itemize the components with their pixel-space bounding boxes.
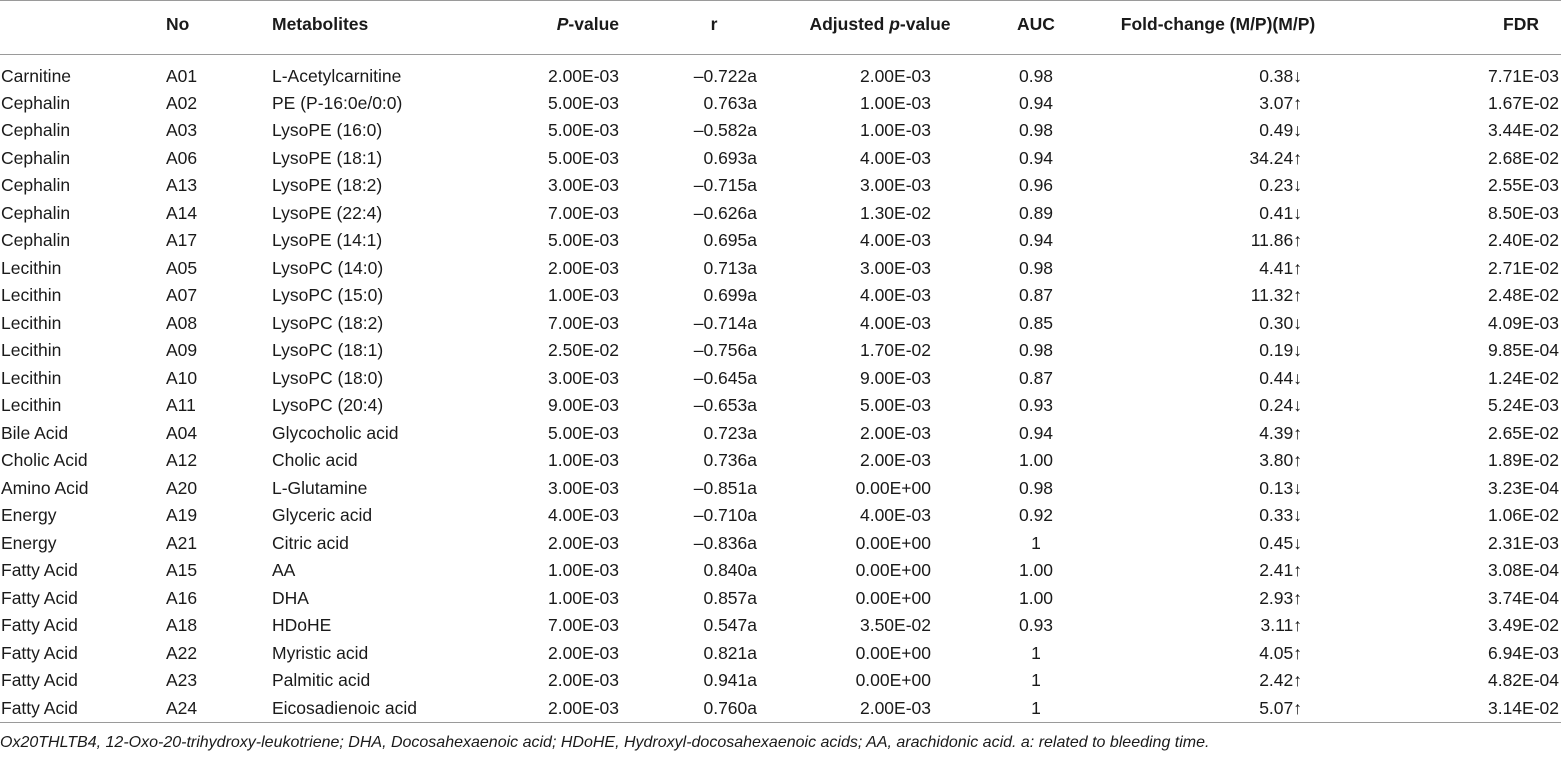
- cell-category: Carnitine: [1, 66, 72, 87]
- cell-auc: 1.00: [1018, 587, 1054, 608]
- cell-adjusted-pvalue: 0.00E+00: [855, 587, 931, 608]
- cell-auc: 0.89: [1018, 202, 1054, 223]
- cell-auc: 0.98: [1018, 66, 1054, 87]
- cell-no: A07: [166, 285, 198, 306]
- cell-adjusted-pvalue: 5.00E-03: [859, 395, 931, 416]
- cell-pvalue: 9.00E-03: [547, 395, 619, 416]
- cell-pvalue: 1.00E-03: [547, 450, 619, 471]
- cell-no: A01: [166, 66, 198, 87]
- cell-fdr: 1.89E-02: [1487, 450, 1559, 471]
- cell-metabolite: LysoPC (15:0): [272, 285, 384, 306]
- header-fdr: FDR: [1338, 1, 1561, 55]
- header-no: No: [152, 1, 242, 55]
- cell-category: Cephalin: [1, 175, 71, 196]
- header-row: [0, 1, 1561, 55]
- cell-fold-change: 0.38↓: [1259, 66, 1302, 87]
- table-row: [0, 365, 1561, 393]
- cell-fold-change: 0.30↓: [1259, 312, 1302, 333]
- cell-fold-change: 0.13↓: [1259, 477, 1302, 498]
- cell-fold-change: 2.42↑: [1259, 670, 1302, 691]
- cell-no: A03: [166, 120, 198, 141]
- cell-metabolite: Cholic acid: [272, 450, 358, 471]
- cell-no: A10: [166, 367, 198, 388]
- cell-adjusted-pvalue: 1.00E-03: [859, 120, 931, 141]
- cell-pvalue: 5.00E-03: [547, 147, 619, 168]
- table-row: [0, 117, 1561, 145]
- cell-adjusted-pvalue: 0.00E+00: [855, 477, 931, 498]
- cell-auc: 1: [975, 695, 1097, 723]
- header-pvalue: [478, 1, 643, 55]
- table-row: [0, 475, 1561, 503]
- cell-category: Fatty Acid: [1, 587, 78, 608]
- cell-pvalue: 3.00E-03: [547, 175, 619, 196]
- cell-auc: 0.93: [1018, 615, 1054, 636]
- cell-category: Cephalin: [1, 120, 71, 141]
- cell-auc: 0.98: [1018, 120, 1054, 141]
- table-row: [0, 55, 1561, 90]
- cell-category: Lecithin: [1, 340, 62, 361]
- header-fold-change: Fold-change (M/P)(M/P): [1097, 1, 1338, 55]
- cell-fdr: 3.74E-04: [1487, 587, 1559, 608]
- cell-category: Energy: [1, 505, 57, 526]
- cell-adjusted-pvalue: 0.00E+00: [855, 532, 931, 553]
- cell-fold-change: 0.41↓: [1259, 202, 1302, 223]
- table-row: [0, 172, 1561, 200]
- table-row: [0, 640, 1561, 668]
- cell-category: Cholic Acid: [1, 450, 88, 471]
- cell-auc: 0.98: [1018, 477, 1054, 498]
- cell-no: A08: [166, 312, 198, 333]
- cell-fold-change: 0.44↓: [1259, 367, 1302, 388]
- cell-auc: 0.92: [1018, 505, 1054, 526]
- cell-fold-change: 3.80↑: [1259, 450, 1302, 471]
- cell-metabolite: Glyceric acid: [272, 505, 373, 526]
- cell-pvalue: 5.00E-03: [547, 92, 619, 113]
- cell-adjusted-pvalue: 2.00E-03: [784, 695, 975, 723]
- cell-adjusted-pvalue: 0.00E+00: [855, 642, 931, 663]
- cell-r: 0.763a: [703, 92, 757, 113]
- cell-fold-change: 0.24↓: [1259, 395, 1302, 416]
- cell-r: –0.582a: [693, 120, 757, 141]
- table-row: [0, 310, 1561, 338]
- table-footnote: Ox20THLTB4, 12-Oxo-20-trihydroxy-leukotriene; DHA, Docosahexaenoic acid; HDoHE, Hydroxyl-docosahexaenoic acids; AA, arachidonic acid. a: related to bleeding time.: [0, 734, 1210, 751]
- cell-fold-change: 0.33↓: [1259, 505, 1302, 526]
- cell-pvalue: 5.00E-03: [547, 230, 619, 251]
- cell-adjusted-pvalue: 0.00E+00: [855, 560, 931, 581]
- cell-fdr: 1.24E-02: [1487, 367, 1559, 388]
- cell-no: A19: [166, 505, 198, 526]
- cell-category: Lecithin: [1, 367, 62, 388]
- table-row: [0, 695, 1561, 723]
- cell-fdr: 2.40E-02: [1487, 230, 1559, 251]
- cell-adjusted-pvalue: 3.00E-03: [859, 257, 931, 278]
- cell-fdr: 2.48E-02: [1487, 285, 1559, 306]
- cell-adjusted-pvalue: 3.50E-02: [859, 615, 931, 636]
- cell-r: 0.723a: [703, 422, 757, 443]
- cell-fdr: 3.23E-04: [1487, 477, 1559, 498]
- cell-metabolite: PE (P-16:0e/0:0): [272, 92, 403, 113]
- cell-no: A24: [152, 695, 242, 723]
- cell-category: Fatty Acid: [1, 642, 78, 663]
- cell-auc: 0.94: [1018, 422, 1054, 443]
- cell-pvalue: 2.00E-03: [547, 642, 619, 663]
- cell-fold-change: 0.49↓: [1259, 120, 1302, 141]
- cell-r: 0.760a: [643, 695, 784, 723]
- cell-metabolite: AA: [272, 560, 296, 581]
- cell-metabolite: DHA: [272, 587, 309, 608]
- cell-pvalue: 2.00E-03: [547, 532, 619, 553]
- cell-pvalue: 3.00E-03: [547, 477, 619, 498]
- cell-adjusted-pvalue: 1.70E-02: [859, 340, 931, 361]
- header-category: [0, 1, 152, 55]
- cell-no: A15: [166, 560, 198, 581]
- table-row: [0, 585, 1561, 613]
- cell-fold-change: 3.07↑: [1259, 92, 1302, 113]
- table-row: [0, 447, 1561, 475]
- cell-no: A05: [166, 257, 198, 278]
- header-metabolites: Metabolites: [242, 1, 478, 55]
- cell-metabolite: LysoPE (22:4): [272, 202, 383, 223]
- cell-r: 0.840a: [703, 560, 757, 581]
- cell-no: A23: [166, 670, 198, 691]
- cell-auc: 0.98: [1018, 340, 1054, 361]
- cell-fold-change: 3.11↑: [1260, 615, 1302, 636]
- cell-r: –0.710a: [693, 505, 757, 526]
- cell-fold-change: 4.39↑: [1259, 422, 1302, 443]
- cell-category: Fatty Acid: [1, 615, 78, 636]
- cell-metabolite: L-Acetylcarnitine: [272, 66, 402, 87]
- cell-adjusted-pvalue: 4.00E-03: [859, 230, 931, 251]
- cell-no: A21: [166, 532, 198, 553]
- cell-category: Cephalin: [1, 230, 71, 251]
- cell-fold-change: 0.23↓: [1259, 175, 1302, 196]
- cell-auc: 0.94: [1018, 147, 1054, 168]
- cell-auc: 0.87: [1018, 367, 1054, 388]
- cell-metabolite: Myristic acid: [272, 642, 369, 663]
- table-row: [0, 420, 1561, 448]
- cell-auc: 1.00: [1018, 450, 1054, 471]
- cell-auc: 0.98: [1018, 257, 1054, 278]
- cell-adjusted-pvalue: 2.00E-03: [859, 422, 931, 443]
- cell-no: A16: [166, 587, 198, 608]
- cell-fdr: 1.67E-02: [1487, 92, 1559, 113]
- cell-metabolite: LysoPC (14:0): [272, 257, 384, 278]
- cell-adjusted-pvalue: 2.00E-03: [859, 66, 931, 87]
- table-row: [0, 227, 1561, 255]
- cell-fdr: 5.24E-03: [1487, 395, 1559, 416]
- cell-no: A09: [166, 340, 198, 361]
- cell-metabolite: Eicosadienoic acid: [242, 695, 478, 723]
- cell-fold-change: 0.45↓: [1259, 532, 1302, 553]
- cell-pvalue: 4.00E-03: [547, 505, 619, 526]
- cell-adjusted-pvalue: 3.00E-03: [859, 175, 931, 196]
- cell-no: A20: [166, 477, 198, 498]
- header-adjusted-suffix: -value: [899, 14, 951, 34]
- table-row: [0, 200, 1561, 228]
- cell-metabolite: LysoPC (18:2): [272, 312, 384, 333]
- header-adjusted-pvalue: [784, 1, 975, 55]
- cell-metabolite: LysoPC (20:4): [272, 395, 384, 416]
- cell-pvalue: 5.00E-03: [547, 422, 619, 443]
- cell-auc: 1: [1031, 642, 1041, 663]
- cell-adjusted-pvalue: 4.00E-03: [859, 285, 931, 306]
- cell-pvalue: 2.00E-03: [547, 66, 619, 87]
- cell-fdr: 1.06E-02: [1487, 505, 1559, 526]
- cell-pvalue: 3.00E-03: [547, 367, 619, 388]
- cell-no: A06: [166, 147, 198, 168]
- cell-category: Lecithin: [1, 285, 62, 306]
- cell-pvalue: 7.00E-03: [547, 312, 619, 333]
- cell-r: 0.736a: [703, 450, 757, 471]
- cell-auc: 0.93: [1018, 395, 1054, 416]
- cell-category: Fatty Acid: [1, 670, 78, 691]
- table-row: [0, 530, 1561, 558]
- cell-pvalue: 2.00E-03: [547, 257, 619, 278]
- cell-no: A11: [166, 395, 196, 416]
- cell-metabolite: LysoPE (16:0): [272, 120, 383, 141]
- cell-pvalue: 2.00E-03: [547, 670, 619, 691]
- cell-auc: 0.94: [1018, 92, 1054, 113]
- cell-fold-change: 11.86↑: [1250, 230, 1302, 251]
- cell-adjusted-pvalue: 4.00E-03: [859, 147, 931, 168]
- cell-pvalue: 7.00E-03: [547, 615, 619, 636]
- cell-category: Fatty Acid: [1, 560, 78, 581]
- cell-metabolite: L-Glutamine: [272, 477, 368, 498]
- cell-auc: 1.00: [1018, 560, 1054, 581]
- cell-r: –0.722a: [693, 66, 757, 87]
- cell-no: A14: [166, 202, 198, 223]
- cell-no: A12: [166, 450, 198, 471]
- table-row: [0, 557, 1561, 585]
- cell-metabolite: Palmitic acid: [272, 670, 371, 691]
- cell-metabolite: LysoPC (18:1): [272, 340, 384, 361]
- cell-auc: 0.96: [1018, 175, 1054, 196]
- cell-pvalue: 1.00E-03: [547, 560, 619, 581]
- cell-auc: 0.85: [1018, 312, 1054, 333]
- cell-category: Fatty Acid: [0, 695, 152, 723]
- cell-fdr: 2.55E-03: [1487, 175, 1559, 196]
- table-row: [0, 282, 1561, 310]
- cell-metabolite: HDoHE: [272, 615, 332, 636]
- header-adjusted-prefix: Adjusted: [809, 14, 890, 34]
- table-row: [0, 90, 1561, 118]
- cell-category: Cephalin: [1, 147, 71, 168]
- cell-r: –0.851a: [693, 477, 757, 498]
- cell-fdr: 3.08E-04: [1487, 560, 1559, 581]
- cell-r: 0.713a: [703, 257, 757, 278]
- cell-fdr: 9.85E-04: [1487, 340, 1559, 361]
- cell-fdr: 8.50E-03: [1487, 202, 1559, 223]
- table-row: [0, 612, 1561, 640]
- table-row: [0, 255, 1561, 283]
- cell-fold-change: 5.07↑: [1097, 695, 1338, 723]
- table-row: [0, 502, 1561, 530]
- cell-adjusted-pvalue: 9.00E-03: [859, 367, 931, 388]
- table-body: [0, 55, 1561, 723]
- cell-fdr: 4.82E-04: [1487, 670, 1559, 691]
- cell-auc: 0.87: [1018, 285, 1054, 306]
- cell-fdr: 7.71E-03: [1487, 66, 1559, 87]
- cell-pvalue: 1.00E-03: [547, 587, 619, 608]
- cell-category: Amino Acid: [1, 477, 89, 498]
- cell-metabolite: LysoPE (18:1): [272, 147, 383, 168]
- cell-no: A04: [166, 422, 198, 443]
- cell-no: A02: [166, 92, 198, 113]
- cell-r: –0.715a: [693, 175, 757, 196]
- cell-fold-change: 4.41↑: [1259, 257, 1302, 278]
- cell-r: 0.695a: [703, 230, 757, 251]
- cell-fdr: 4.09E-03: [1487, 312, 1559, 333]
- cell-adjusted-pvalue: 4.00E-03: [859, 505, 931, 526]
- cell-r: 0.941a: [703, 670, 757, 691]
- cell-r: –0.653a: [693, 395, 757, 416]
- cell-pvalue: 1.00E-03: [547, 285, 619, 306]
- cell-fold-change: 2.93↑: [1259, 587, 1302, 608]
- cell-category: Lecithin: [1, 395, 62, 416]
- cell-fdr: 3.49E-02: [1487, 615, 1559, 636]
- cell-category: Bile Acid: [1, 422, 69, 443]
- cell-no: A13: [166, 175, 198, 196]
- cell-fold-change: 34.24↑: [1249, 147, 1302, 168]
- cell-r: 0.857a: [703, 587, 757, 608]
- cell-fdr: 2.68E-02: [1487, 147, 1559, 168]
- cell-fdr: 2.71E-02: [1487, 257, 1559, 278]
- header-r: r: [643, 1, 784, 55]
- cell-r: –0.645a: [693, 367, 757, 388]
- cell-no: A17: [166, 230, 198, 251]
- cell-r: 0.699a: [703, 285, 757, 306]
- cell-adjusted-pvalue: 4.00E-03: [859, 312, 931, 333]
- header-pvalue-p: P: [556, 14, 569, 34]
- cell-fdr: 3.14E-02: [1338, 695, 1561, 723]
- cell-no: A22: [166, 642, 198, 663]
- cell-fold-change: 11.32↑: [1250, 285, 1302, 306]
- cell-r: –0.626a: [693, 202, 757, 223]
- cell-fold-change: 2.41↑: [1259, 560, 1302, 581]
- cell-fdr: 3.44E-02: [1487, 120, 1559, 141]
- cell-category: Cephalin: [1, 202, 71, 223]
- cell-metabolite: LysoPC (18:0): [272, 367, 384, 388]
- header-adjusted-p: p: [889, 14, 900, 34]
- cell-fold-change: 4.05↑: [1259, 642, 1302, 663]
- cell-metabolite: LysoPE (18:2): [272, 175, 383, 196]
- cell-fdr: 2.31E-03: [1487, 532, 1559, 553]
- cell-metabolite: Glycocholic acid: [272, 422, 399, 443]
- cell-category: Energy: [1, 532, 57, 553]
- table-row: [0, 337, 1561, 365]
- cell-adjusted-pvalue: 2.00E-03: [859, 450, 931, 471]
- cell-auc: 1: [1031, 532, 1041, 553]
- cell-pvalue: 5.00E-03: [547, 120, 619, 141]
- cell-fold-change: 0.19↓: [1259, 340, 1302, 361]
- cell-adjusted-pvalue: 0.00E+00: [855, 670, 931, 691]
- cell-category: Lecithin: [1, 312, 62, 333]
- cell-r: 0.821a: [703, 642, 757, 663]
- cell-r: 0.547a: [703, 615, 757, 636]
- cell-metabolite: Citric acid: [272, 532, 349, 553]
- cell-metabolite: LysoPE (14:1): [272, 230, 383, 251]
- cell-pvalue: 2.50E-02: [547, 340, 619, 361]
- table-row: [0, 145, 1561, 173]
- cell-auc: 1: [1031, 670, 1041, 691]
- cell-auc: 0.94: [1018, 230, 1054, 251]
- cell-r: –0.714a: [693, 312, 757, 333]
- table-row: [0, 392, 1561, 420]
- header-auc: AUC: [975, 1, 1097, 55]
- table-row: [0, 667, 1561, 695]
- cell-r: –0.836a: [693, 532, 757, 553]
- table-header: [0, 1, 1561, 55]
- header-pvalue-rest: -value: [568, 14, 619, 34]
- cell-pvalue: 2.00E-03: [478, 695, 643, 723]
- cell-pvalue: 7.00E-03: [547, 202, 619, 223]
- cell-r: –0.756a: [693, 340, 757, 361]
- cell-no: A18: [166, 615, 198, 636]
- cell-category: Cephalin: [1, 92, 71, 113]
- cell-adjusted-pvalue: 1.30E-02: [859, 202, 931, 223]
- cell-r: 0.693a: [703, 147, 757, 168]
- cell-category: Lecithin: [1, 257, 62, 278]
- cell-adjusted-pvalue: 1.00E-03: [859, 92, 931, 113]
- cell-fdr: 6.94E-03: [1487, 642, 1559, 663]
- cell-fdr: 2.65E-02: [1487, 422, 1559, 443]
